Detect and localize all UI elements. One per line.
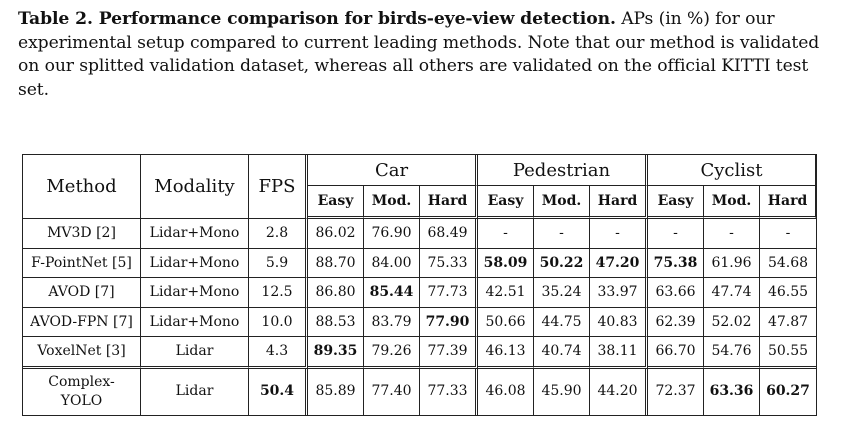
caption-label: Table 2. Performance comparison for birds-eye-view detection. <box>18 9 616 29</box>
cell-value: - <box>478 219 534 249</box>
cell-value: 79.26 <box>364 337 420 369</box>
header-pedestrian-mod: Mod. <box>534 186 590 219</box>
cell-value: 50.55 <box>760 337 816 369</box>
header-car-mod: Mod. <box>364 186 420 219</box>
cell-value: 50.66 <box>478 308 534 338</box>
header-cyclist-mod: Mod. <box>704 186 760 219</box>
table-row <box>23 278 816 308</box>
cell-value: 88.70 <box>308 249 364 279</box>
cell-modality: Lidar <box>141 369 249 415</box>
cell-method: AVOD [7] <box>23 278 141 308</box>
cell-value: 42.51 <box>478 278 534 308</box>
cell-fps: 10.0 <box>249 308 308 338</box>
header-car-hard: Hard <box>420 186 478 219</box>
cell-value: 66.70 <box>648 337 704 369</box>
table-row <box>23 337 816 369</box>
cell-value: 40.74 <box>534 337 590 369</box>
cell-value: 86.02 <box>308 219 364 249</box>
cell-value: 61.96 <box>704 249 760 279</box>
cell-modality: Lidar+Mono <box>141 219 249 249</box>
cell-method: F-PointNet [5] <box>23 249 141 279</box>
cell-value: 60.27 <box>766 383 810 399</box>
cell-value: 68.49 <box>420 219 478 249</box>
header-group-pedestrian: Pedestrian <box>478 155 648 186</box>
header-pedestrian-easy: Easy <box>478 186 534 219</box>
header-modality: Modality <box>141 155 249 219</box>
cell-value: 86.80 <box>308 278 364 308</box>
cell-method: AVOD-FPN [7] <box>23 308 141 338</box>
cell-value: 77.33 <box>420 369 478 415</box>
cell-value: 77.90 <box>420 308 478 338</box>
table-row-ours <box>23 369 816 415</box>
cell-value: 54.68 <box>760 249 816 279</box>
header-cyclist-easy: Easy <box>648 186 704 219</box>
cell-value: 84.00 <box>364 249 420 279</box>
cell-value: 52.02 <box>704 308 760 338</box>
cell-value: 63.66 <box>648 278 704 308</box>
cell-value: 44.20 <box>590 369 648 415</box>
cell-value: 47.74 <box>704 278 760 308</box>
cell-value: 47.20 <box>590 249 648 279</box>
cell-modality: Lidar+Mono <box>141 308 249 338</box>
cell-value: 45.90 <box>534 369 590 415</box>
cell-method: VoxelNet [3] <box>23 337 141 369</box>
cell-fps: 12.5 <box>249 278 308 308</box>
cell-value: 46.08 <box>478 369 534 415</box>
cell-value: 77.39 <box>420 337 478 369</box>
cell-value: - <box>534 219 590 249</box>
header-cyclist-hard: Hard <box>760 186 816 219</box>
cell-value: 38.11 <box>590 337 648 369</box>
caption-text: APs (in %) for our experimental setup compared to current leading methods. Note that our method is validated on our splitted validation dataset, whereas all others are validated on the official KITTI test set. <box>18 9 820 100</box>
table-row <box>23 308 816 338</box>
cell-value: - <box>590 219 648 249</box>
cell-value: 35.24 <box>534 278 590 308</box>
cell-value: 47.87 <box>760 308 816 338</box>
header-pedestrian-hard: Hard <box>590 186 648 219</box>
header-group-car: Car <box>308 155 478 186</box>
cell-value: - <box>760 219 816 249</box>
cell-value: 76.90 <box>364 219 420 249</box>
cell-value: 77.40 <box>364 369 420 415</box>
cell-fps: 5.9 <box>249 249 308 279</box>
cell-value: 85.89 <box>308 369 364 415</box>
cell-value: 88.53 <box>308 308 364 338</box>
cell-value: 77.73 <box>420 278 478 308</box>
performance-table <box>22 154 817 416</box>
cell-value: 50.22 <box>534 249 590 279</box>
cell-value: 85.44 <box>364 278 420 308</box>
cell-value: - <box>648 219 704 249</box>
cell-value: 75.33 <box>420 249 478 279</box>
cell-modality: Lidar <box>141 337 249 369</box>
header-row-groups <box>23 155 816 186</box>
cell-value: 33.97 <box>590 278 648 308</box>
cell-value: 75.38 <box>648 249 704 279</box>
cell-value: 89.35 <box>308 337 364 369</box>
cell-value: 72.37 <box>648 369 704 415</box>
cell-value: 46.55 <box>760 278 816 308</box>
cell-value: - <box>704 219 760 249</box>
cell-value: 40.83 <box>590 308 648 338</box>
method-line-1: Complex- <box>48 373 115 390</box>
header-car-easy: Easy <box>308 186 364 219</box>
cell-fps: 4.3 <box>249 337 308 369</box>
cell-modality: Lidar+Mono <box>141 249 249 279</box>
table-row <box>23 249 816 279</box>
cell-method: MV3D [2] <box>23 219 141 249</box>
header-method: Method <box>23 155 141 219</box>
cell-modality: Lidar+Mono <box>141 278 249 308</box>
cell-value: 83.79 <box>364 308 420 338</box>
cell-fps: 50.4 <box>249 369 308 415</box>
cell-method <box>23 369 141 415</box>
cell-value: 63.36 <box>704 369 760 415</box>
cell-value: 44.75 <box>534 308 590 338</box>
method-line-2: YOLO <box>60 392 103 409</box>
header-group-cyclist: Cyclist <box>648 155 816 186</box>
table-caption <box>18 8 830 102</box>
cell-value: 58.09 <box>478 249 534 279</box>
cell-value: 62.39 <box>648 308 704 338</box>
header-fps: FPS <box>249 155 308 219</box>
cell-value: 54.76 <box>704 337 760 369</box>
cell-fps: 2.8 <box>249 219 308 249</box>
table-row <box>23 219 816 249</box>
cell-value: 46.13 <box>478 337 534 369</box>
